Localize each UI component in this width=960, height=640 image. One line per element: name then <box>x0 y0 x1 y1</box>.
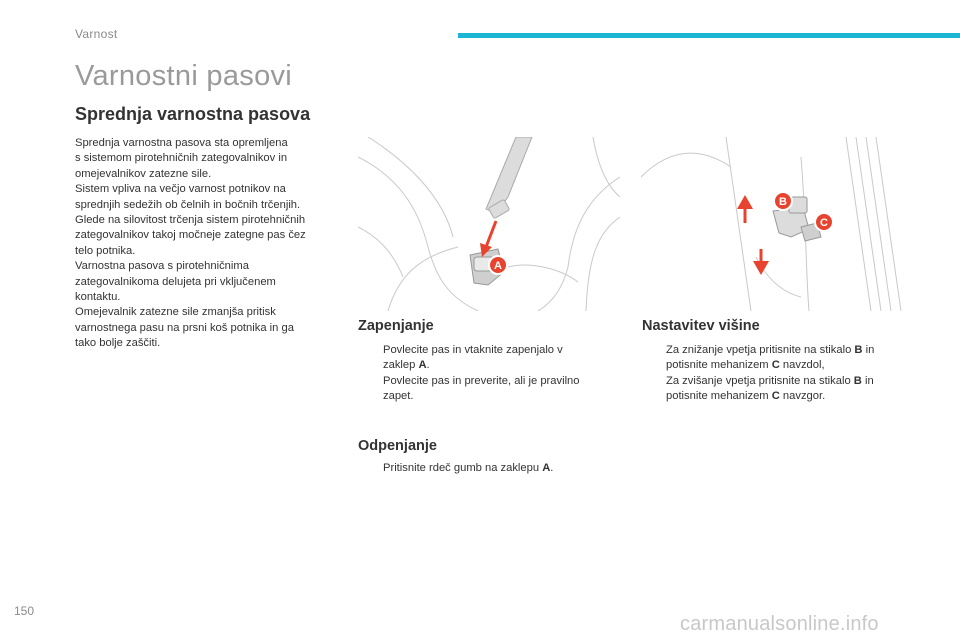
intro-paragraph: Varnostna pasova s pirotehničnima zategovalnikoma delujeta pri vključenem kontaktu. <box>75 260 276 304</box>
height-adjust-list <box>643 343 913 405</box>
intro-paragraph: Sistem vpliva na večjo varnost potnikov na sprednjih sedežih ob čelnih in bočnih trčenjih. Glede na silovitost trčenja sistem pirotehničnih zategovalnikov takoj močneje zategne pas čez telo potnika. <box>75 183 306 257</box>
callout-b: B <box>779 196 787 208</box>
watermark: carmanualsonline.info <box>680 613 879 635</box>
intro-paragraph: Omejevalnik zatezne sile zmanjša pritisk varnostnega pasu na prsni koš potnika in ga tako bolje zaščiti. <box>75 306 294 350</box>
list-item: Povlecite pas in vtaknite zapenjalo v zaklep A. <box>383 344 563 372</box>
header-accent-bar <box>458 33 960 38</box>
intro-paragraph: Sprednja varnostna pasova sta opremljena s sistemom pirotehničnih zategovalnikov in omejevalnikov zatezne sile. <box>75 137 288 180</box>
callout-c: C <box>820 217 828 229</box>
unfastening-heading: Odpenjanje <box>358 438 437 454</box>
list-item: Za znižanje vpetja pritisnite na stikalo B in potisnite mehanizem C navzdol, <box>666 344 875 372</box>
section-label: Varnost <box>75 27 118 41</box>
height-adjust-heading: Nastavitev višine <box>642 318 760 334</box>
callout-a: A <box>494 260 502 272</box>
buckle-illustration <box>358 137 620 311</box>
list-item: Povlecite pas in preverite, ali je pravilno zapet. <box>383 374 580 403</box>
fastening-heading: Zapenjanje <box>358 318 434 334</box>
list-item: Za zvišanje vpetja pritisnite na stikalo B in potisnite mehanizem C navzgor. <box>666 374 874 403</box>
unfastening-list <box>360 461 620 476</box>
list-item: Pritisnite rdeč gumb na zaklepu A. <box>383 462 554 474</box>
page-number: 150 <box>14 604 35 618</box>
buckle-illustration-svg <box>358 137 620 311</box>
section-subtitle: Sprednja varnostna pasova <box>75 104 311 124</box>
intro-text <box>75 136 337 352</box>
height-adjust-illustration-svg <box>641 137 903 311</box>
page-title: Varnostni pasovi <box>75 60 293 92</box>
fastening-list <box>360 343 620 405</box>
height-adjust-illustration <box>641 137 903 311</box>
